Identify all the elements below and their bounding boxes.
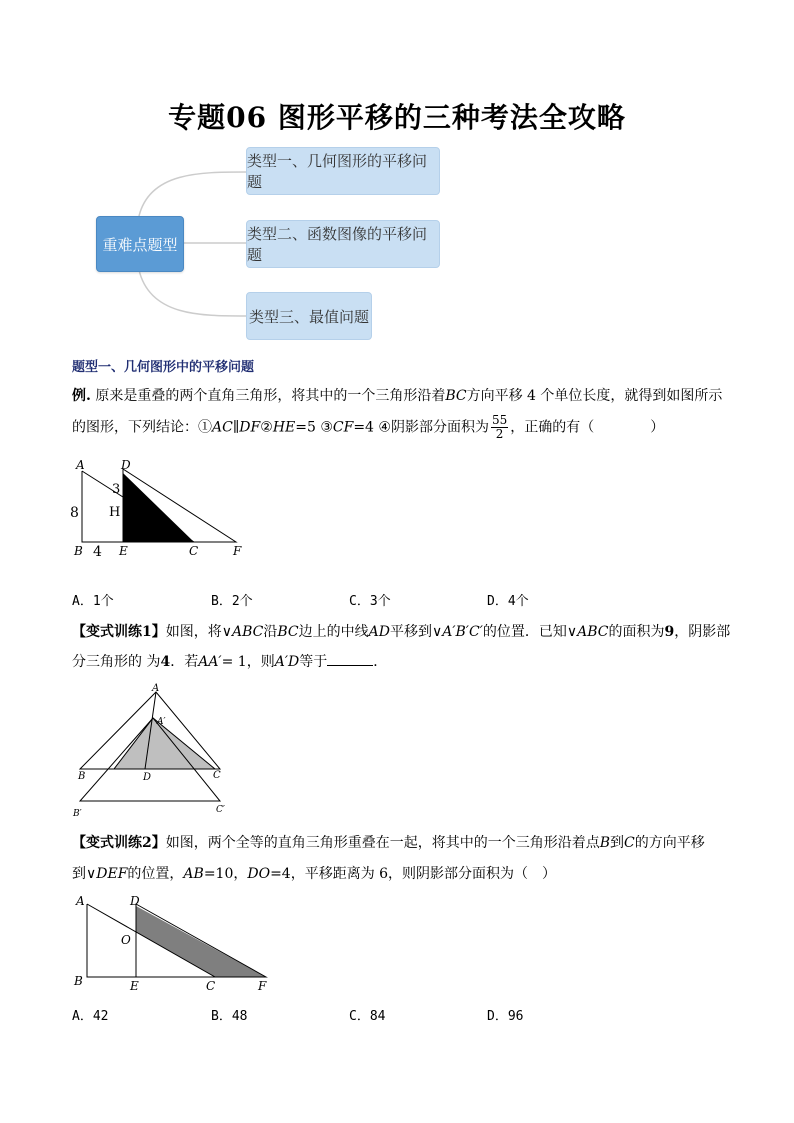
label-f: F	[258, 979, 267, 993]
text: ，阴影部	[674, 624, 731, 640]
label-c: C	[206, 979, 216, 993]
answer-blank[interactable]	[327, 651, 373, 666]
math-bc: BC	[277, 624, 299, 640]
label-four: 4	[93, 544, 102, 560]
label-b-prime: B′	[73, 809, 82, 819]
text: =10，	[203, 866, 248, 882]
example-line-1	[72, 386, 732, 406]
text: =4，平移距离为 6，则阴影部分面积为（ ）	[270, 866, 557, 882]
mindmap-node-type1: 类型一、几何图形的平移问题	[246, 147, 440, 195]
text: 边上的中线	[298, 624, 369, 640]
option-b[interactable]: B．2个	[211, 594, 253, 609]
option-a[interactable]: A．1个	[72, 594, 114, 609]
training1-figure	[70, 682, 240, 822]
label-o: O	[121, 933, 131, 947]
math-ad: AD	[368, 624, 390, 640]
math-abc-prime: ∨A′B′C′	[431, 624, 483, 640]
training2-line-2	[72, 864, 762, 884]
text: =4 ④阴影部分面积为	[353, 419, 489, 436]
text: 如图，两个全等的直角三角形重叠在一起，将其中的一个三角形沿着点	[165, 835, 600, 851]
math-ac: AC	[212, 419, 233, 436]
training2-label: 【变式训练2】	[72, 835, 166, 851]
example-label: 例.	[72, 388, 91, 404]
option-c[interactable]: C．84	[349, 1009, 386, 1024]
training1-line-1	[72, 622, 762, 642]
text: ．若	[170, 654, 199, 670]
text: 个单位长度，就得到如图所示	[540, 388, 723, 404]
fraction-numerator: 55	[491, 413, 508, 427]
mindmap-root: 重难点题型	[96, 216, 184, 272]
label-a-prime: A′	[157, 717, 166, 727]
text: 到	[610, 835, 625, 851]
math-c: C	[624, 835, 635, 851]
text: ②	[260, 419, 273, 436]
math-bc: BC	[445, 388, 467, 404]
math-a-prime-d: A′D	[274, 654, 300, 670]
text: ，正确的有（ ）	[510, 419, 665, 436]
fraction-denominator: 2	[495, 427, 504, 441]
label-c-prime: C′	[216, 805, 225, 815]
training2-figure	[70, 890, 280, 995]
fraction	[491, 414, 508, 441]
label-e: E	[130, 979, 139, 993]
math-df: DF	[239, 419, 261, 436]
text: =5 ③	[295, 419, 333, 436]
text: 4	[527, 388, 536, 404]
math-def: ∨DEF	[86, 866, 128, 882]
example-figure	[66, 455, 256, 565]
value-area: 9	[664, 624, 675, 640]
text: 沿	[263, 624, 278, 640]
option-d[interactable]: D．96	[487, 1009, 524, 1024]
label-d: D	[130, 894, 140, 908]
parallel-symbol: ∥	[232, 419, 240, 436]
text: 方向平移	[466, 388, 523, 404]
label-a: A	[152, 683, 160, 694]
page-title: 专题06 图形平移的三种考法全攻略	[168, 101, 626, 134]
section-heading: 题型一、几何图形中的平移问题	[72, 360, 255, 375]
text: 的方向平移	[634, 835, 705, 851]
training1-label: 【变式训练1】	[72, 624, 166, 640]
text: 原来是重叠的两个直角三角形，将其中的一个三角形沿着	[95, 388, 446, 404]
text: 如图，将	[165, 624, 222, 640]
text: 的面积为	[608, 624, 665, 640]
label-a: A	[76, 894, 85, 908]
label-b: B	[74, 974, 83, 988]
label-c: C	[189, 544, 199, 558]
text: 到	[72, 866, 86, 882]
option-a[interactable]: A．42	[72, 1009, 109, 1024]
text: 的位置．已知	[482, 624, 567, 640]
text: 的图形，下列结论：①	[72, 419, 212, 436]
math-abc: ∨ABC	[566, 624, 609, 640]
mindmap-node-type2: 类型二、函数图像的平移问题	[246, 220, 440, 268]
label-eight: 8	[70, 505, 79, 521]
text: ．	[373, 654, 388, 670]
label-b: B	[74, 544, 83, 558]
example-line-2	[72, 414, 752, 441]
training2-line-1	[72, 833, 762, 853]
text: 的位置，	[127, 866, 184, 882]
label-e: E	[119, 544, 128, 558]
label-c: C	[213, 770, 221, 781]
label-a: A	[76, 458, 85, 472]
mindmap-node-type3: 类型三、最值问题	[246, 292, 372, 340]
math-he: HE	[272, 419, 296, 436]
option-d[interactable]: D．4个	[487, 594, 529, 609]
label-d: D	[143, 772, 152, 783]
math-abc: ∨ABC	[221, 624, 264, 640]
math-ab: AB	[183, 866, 204, 882]
text: = 1，则	[221, 654, 275, 670]
training1-line-2	[72, 651, 762, 672]
label-three: 3	[112, 482, 121, 497]
option-c[interactable]: C．3个	[349, 594, 391, 609]
text: 平移到	[389, 624, 432, 640]
math-b: B	[599, 835, 611, 851]
math-do: DO	[247, 866, 271, 882]
label-h: H	[109, 505, 121, 520]
math-cf: CF	[332, 419, 354, 436]
label-d: D	[121, 458, 131, 472]
label-f: F	[233, 544, 242, 558]
text: 分三角形的 为	[72, 654, 161, 670]
label-b: B	[78, 771, 86, 782]
math-aa-prime: AA′	[198, 654, 222, 670]
value: 4	[160, 654, 171, 670]
option-b[interactable]: B．48	[211, 1009, 248, 1024]
text: 等于	[299, 654, 328, 670]
